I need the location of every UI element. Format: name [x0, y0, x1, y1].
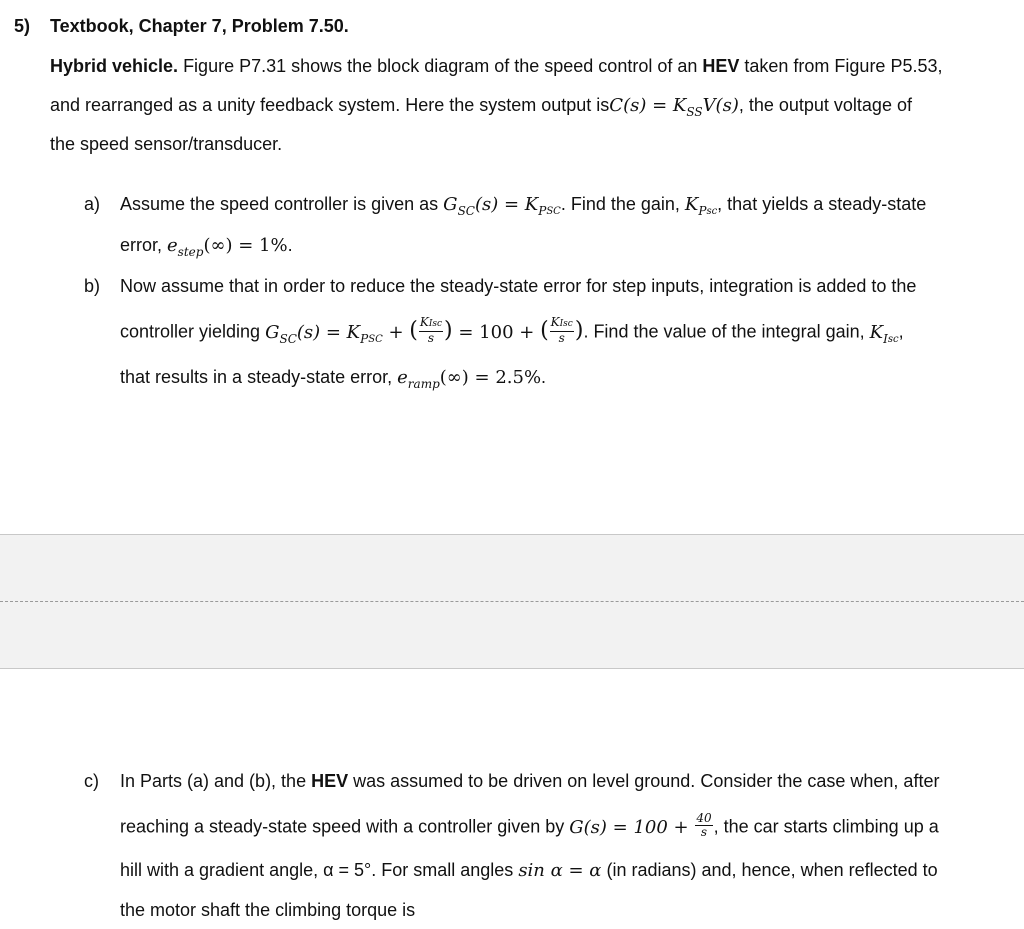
step-error-equation: $e_{step}(\infty) = 1\%$ — [167, 235, 288, 259]
problem-title: Textbook, Chapter 7, Problem 7.50. — [50, 16, 349, 36]
pi-controller-equation: $G_{SC}(s) = K_{PSC}$ + ( $\frac{\text{KIsc}}{s}$ ) = 100 + ( $\frac{\text{KIsc}}{s}$ ) — [265, 315, 584, 346]
integral-gain-symbol: $K_{Isc}$ — [869, 321, 899, 346]
intro-text: Figure P7.31 shows the block diagram of the speed control of an — [178, 56, 703, 76]
integral-fraction: $\frac{\text{KIsc}}{s}$ — [550, 315, 573, 345]
intro-text: and rearranged as a unity feedback system. Here the system output is — [50, 95, 610, 115]
ramp-error-equation: $e_{ramp}(\infty) = 2.5\%$ — [397, 367, 542, 391]
intro-text: taken from Figure P5.53, — [739, 56, 943, 76]
given-controller-equation: G(s) = 100 + $\frac{40}{s}$ — [569, 811, 712, 839]
intro-hev: HEV — [702, 56, 740, 76]
intro-line-3: the speed sensor/transducer. — [50, 134, 283, 154]
page-break-line — [0, 601, 1024, 602]
part-c-hev: HEV — [311, 771, 349, 791]
intro-text: , the output voltage of — [738, 95, 912, 115]
controller-fraction: $\frac{40}{s}$ — [696, 811, 712, 839]
part-c-line-2: reaching a steady-state speed with a controller given by G(s) = 100 + $\frac{40}{s}$ , the car starts climbing up a — [120, 811, 939, 839]
controller-equation: $G_{SC}(s) = K_{PSC}$ — [443, 194, 561, 218]
intro-line-2 — [50, 93, 912, 119]
problem-number: 5) — [14, 16, 31, 36]
intro-bold-lead: Hybrid vehicle. — [50, 56, 179, 76]
part-b-line-1: Now assume that in order to reduce the steady-state error for step inputs, integration is added to the — [120, 276, 917, 296]
part-b-line-3: that results in a steady-state error, $e_{ramp}(\infty) = 2.5\%$. — [120, 367, 547, 391]
small-angle-equation: sin α = α — [518, 860, 602, 881]
part-a-label: a) — [84, 194, 101, 214]
intro-line-1 — [50, 54, 943, 78]
part-c-line-3: hill with a gradient angle, α = 5°. For small angles sin α = α (in radians) and, hence, when reflected to — [120, 860, 938, 881]
part-c-label: c) — [84, 771, 99, 791]
gain-symbol: $K_{Psc}$ — [684, 194, 718, 218]
output-equation: $C(s) = K_{SS}V(s)$ — [609, 95, 739, 119]
integral-fraction: $\frac{\text{KIsc}}{s}$ — [419, 315, 443, 345]
part-c-line-1: In Parts (a) and (b), the HEV was assumed to be driven on level ground. Consider the case when, after — [120, 771, 940, 791]
part-a-line-2: error, $e_{step}(\infty) = 1\%$. — [120, 235, 293, 259]
part-a-line-1: Assume the speed controller is given as $G_{SC}(s) = K_{PSC}$. Find the gain, $K_{Psc}$, that yields a steady-state — [120, 194, 927, 218]
part-c-line-4: the motor shaft the climbing torque is — [120, 900, 416, 920]
part-b-label: b) — [84, 276, 101, 296]
part-b-line-2: controller yielding $G_{SC}(s) = K_{PSC}$ + ( $\frac{\text{KIsc}}{s}$ ) = 100 + ( $\frac{\text{KIsc}}{s}$ ). Find the value of the integral gain, $K_{Isc}$, — [120, 315, 904, 346]
